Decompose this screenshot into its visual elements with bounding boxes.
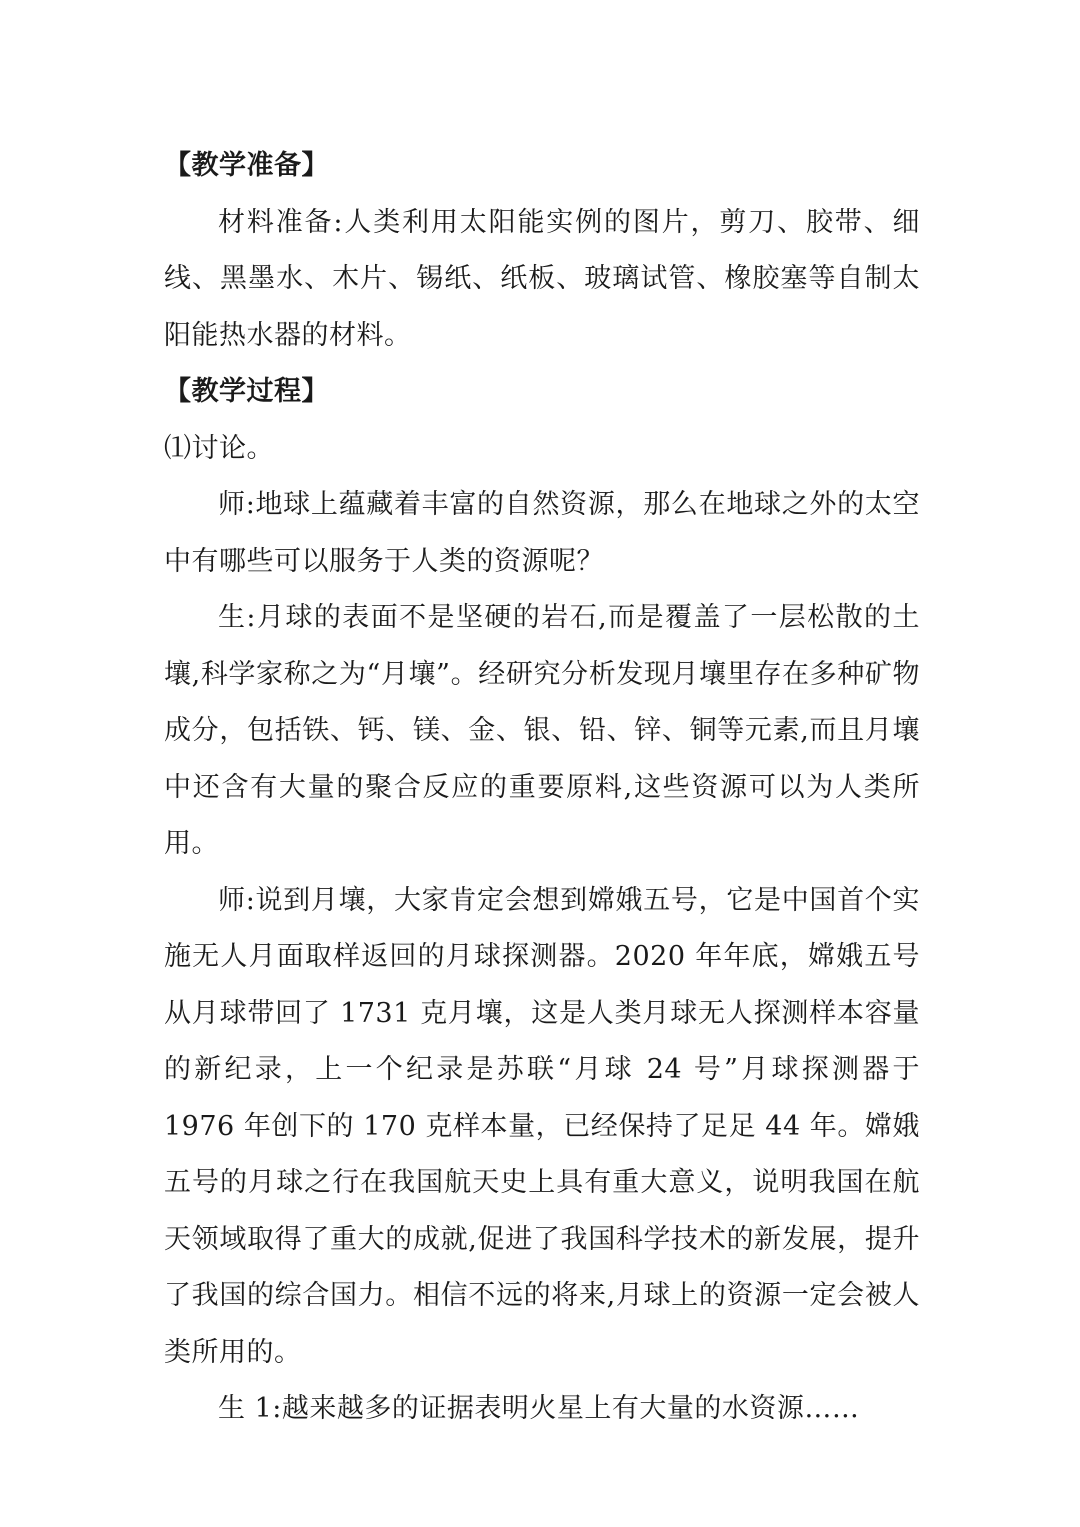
- section-heading-teaching-preparation: 【教学准备】: [164, 150, 329, 181]
- paragraph-teacher-change5: 师:说到月壤，大家肯定会想到嫦娥五号，它是中国首个实施无人月面取样返回的月球探测器。2020 年年底，嫦娥五号从月球带回了 1731 克月壤，这是人类月球无人探测样本容量的新纪录，上一个纪录是苏联“月球 24 号”月球探测器于 1976 年创下的 170 克样本量，已经保持了足足 44 年。嫦娥五号的月球之行在我国航天史上具有重大意义，说明我国在航天领域取得了重大的成就,促进了我国科学技术的新发展，提升了我国的综合国力。相信不远的将来,月球上的资源一定会被人类所用的。: [164, 884, 920, 1368]
- step-label-discussion: ⑴讨论。: [164, 432, 274, 464]
- paragraph-materials: 材料准备:人类利用太阳能实例的图片，剪刀、胶带、细线、黑墨水、木片、锡纸、纸板、玻璃试管、橡胶塞等自制太阳能热水器的材料。: [164, 206, 920, 351]
- section-heading-teaching-process: 【教学过程】: [164, 376, 329, 407]
- paragraph-student-moon-soil: 生:月球的表面不是坚硬的岩石,而是覆盖了一层松散的土壤,科学家称之为“月壤”。经研究分析发现月壤里存在多种矿物成分，包括铁、钙、镁、金、银、铅、锌、铜等元素,而且月壤中还含有大量的聚合反应的重要原料,这些资源可以为人类所用。: [164, 602, 920, 859]
- paragraph-student-mars: 生 1:越来越多的证据表明火星上有大量的水资源……: [218, 1393, 860, 1424]
- document-page: [164, 138, 920, 1438]
- paragraph-teacher-question: 师:地球上蕴藏着丰富的自然资源，那么在地球之外的太空中有哪些可以服务于人类的资源呢？: [164, 489, 920, 577]
